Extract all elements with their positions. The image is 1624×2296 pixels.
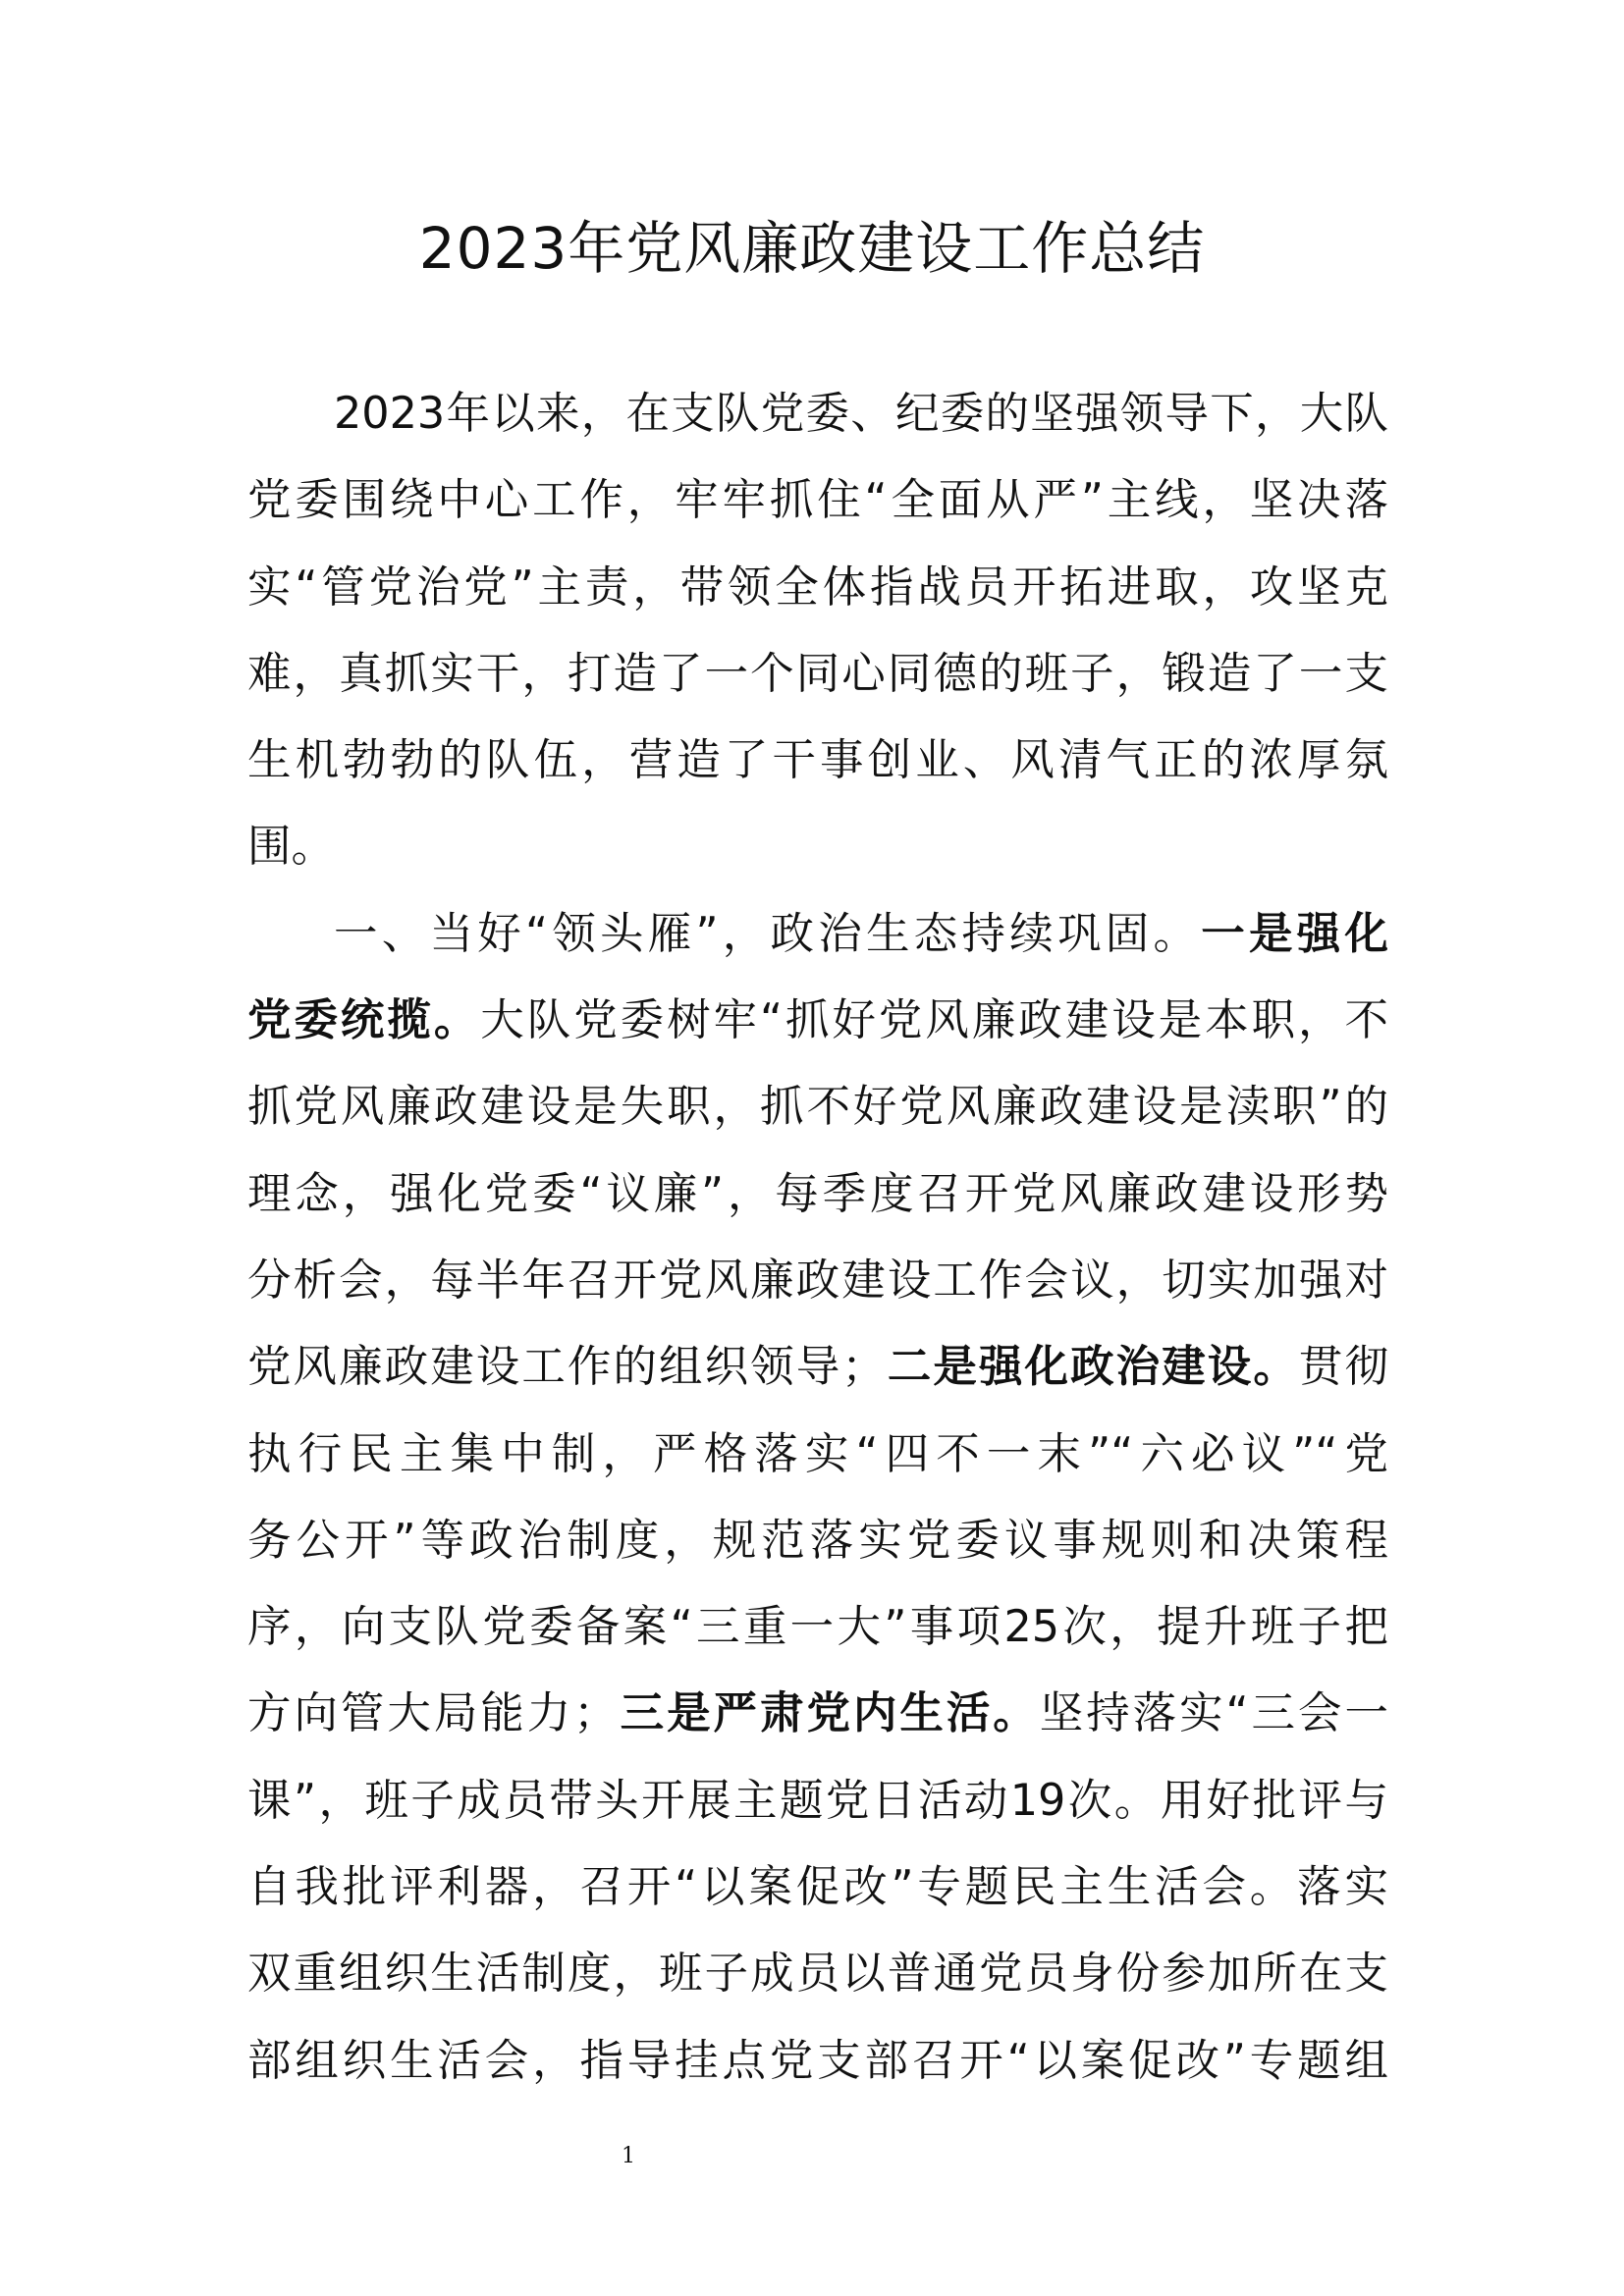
paragraph-line	[247, 1931, 1388, 2017]
paragraph-line	[247, 1412, 1388, 1498]
text-run: 方向管大局能力；	[247, 1688, 618, 1739]
paragraph-line	[247, 1151, 1388, 1238]
bold-text-run: 一是强化	[1201, 908, 1388, 959]
section-heading: 一、当好“领头雁”，政治生态持续巩固。	[334, 908, 1202, 959]
paragraph-line	[247, 1584, 1388, 1671]
text-run: 大队党委树牢“抓好党风廉政建设是本职，不	[480, 995, 1388, 1046]
text-run: 围。	[247, 822, 336, 873]
paragraph-line	[247, 1844, 1388, 1931]
paragraph-line	[247, 1238, 1388, 1324]
text-run: 2023年以来，在支队党委、纪委的坚强领导下，大队	[334, 389, 1388, 439]
text-run: 执行民主集中制，严格落实“四不一末”“六必议”“党	[247, 1428, 1388, 1479]
text-run: 课”，班子成员带头开展主题党日活动19次。用好批评与	[247, 1775, 1388, 1826]
paragraph-line	[247, 2018, 1388, 2105]
bold-text-run: 党委统揽。	[247, 995, 481, 1046]
text-run: 难，真抓实干，打造了一个同心同德的班子，锻造了一支	[247, 648, 1388, 699]
text-run: 生机勃勃的队伍，营造了干事创业、风清气正的浓厚氛	[247, 735, 1388, 786]
text-run: 实“管党治党”主责，带领全体指战员开拓进取，攻坚克	[247, 561, 1388, 613]
paragraph-line	[247, 718, 1388, 804]
paragraph-line	[247, 545, 1388, 631]
paragraph-line	[247, 978, 1388, 1064]
text-run: 分析会，每半年召开党风廉政建设工作会议，切实加强对	[247, 1255, 1388, 1306]
document-title: 2023年党风廉政建设工作总结	[418, 215, 1206, 282]
paragraph-line	[247, 891, 1388, 978]
bold-text-run: 二是强化政治建设。	[885, 1342, 1299, 1393]
text-run: 党风廉政建设工作的组织领导；	[247, 1342, 886, 1393]
bold-text-run: 三是严肃党内生活。	[617, 1688, 1040, 1739]
paragraph-line	[247, 457, 1388, 544]
document-body	[247, 371, 1388, 2105]
paragraph-line	[247, 1671, 1388, 1757]
text-run: 理念，强化党委“议廉”，每季度召开党风廉政建设形势	[247, 1168, 1388, 1219]
text-run: 务公开”等政治制度，规范落实党委议事规则和决策程	[247, 1515, 1388, 1566]
text-run: 党委围绕中心工作，牢牢抓住“全面从严”主线，坚决落	[247, 475, 1388, 526]
paragraph-line	[247, 1758, 1388, 1844]
text-run: 坚持落实“三会一	[1039, 1688, 1388, 1739]
text-run: 贯彻	[1298, 1342, 1388, 1393]
text-run: 自我批评利器，召开“以案促改”专题民主生活会。落实	[247, 1862, 1388, 1913]
paragraph-line	[247, 804, 1388, 890]
page-number: 1	[622, 2144, 635, 2168]
paragraph-line	[247, 1324, 1388, 1411]
paragraph-line	[247, 1498, 1388, 1584]
text-run: 部组织生活会，指导挂点党支部召开“以案促改”专题组	[247, 2035, 1388, 2086]
paragraph-line	[247, 371, 1388, 457]
text-run: 序，向支队党委备案“三重一大”事项25次，提升班子把	[247, 1602, 1388, 1653]
text-run: 抓党风廉政建设是失职，抓不好党风廉政建设是渎职”的	[247, 1082, 1388, 1133]
paragraph-line	[247, 1064, 1388, 1150]
paragraph-line	[247, 631, 1388, 718]
text-run: 双重组织生活制度，班子成员以普通党员身份参加所在支	[247, 1949, 1388, 2000]
